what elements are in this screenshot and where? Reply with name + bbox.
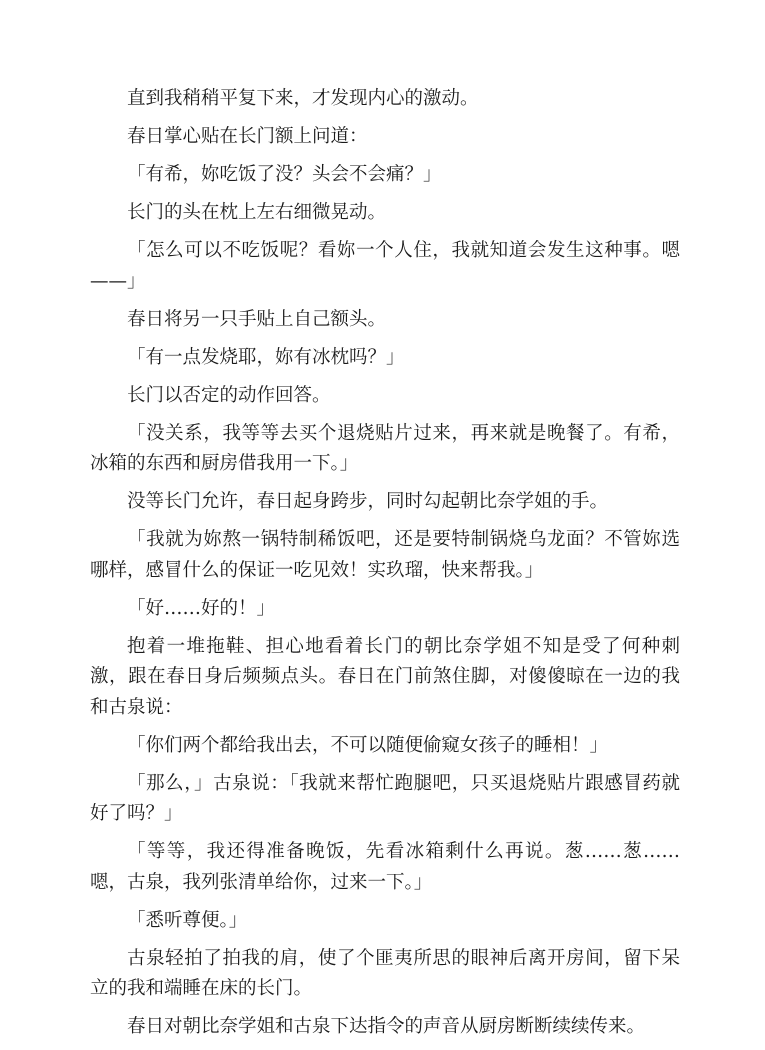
paragraph: 长门的头在枕上左右细微晃动。 xyxy=(127,202,387,223)
paragraph: 「悉听尊便。」 xyxy=(127,909,248,931)
paragraph: 春日对朝比奈学姐和古泉下达指令的声音从厨房断断续续传来。 xyxy=(127,1016,646,1037)
paragraph: 「没关系，我等等去买个退烧贴片过来，再来就是晚餐了。有希，冰箱的东西和厨房借我用一下。」 xyxy=(90,422,680,474)
document-page xyxy=(90,84,680,1050)
paragraph: 「怎么可以不吃饭呢？看妳一个人住，我就知道会发生这种事。嗯——」 xyxy=(90,240,680,292)
paragraph: 「有希，妳吃饭了没？头会不会痛？」 xyxy=(127,164,442,185)
paragraph: 没等长门允许，春日起身跨步，同时勾起朝比奈学姐的手。 xyxy=(127,491,609,512)
paragraph: 「那么，」古泉说：「我就来帮忙跑腿吧，只买退烧贴片跟感冒药就好了吗？」 xyxy=(90,772,680,824)
paragraph: 「我就为妳熬一锅特制稀饭吧，还是要特制锅烧乌龙面？不管妳选哪样，感冒什么的保证一吃见效！实玖瑠，快来帮我。」 xyxy=(90,529,680,581)
paragraph: 春日掌心贴在长门额上问道： xyxy=(127,126,368,147)
paragraph: 春日将另一只手贴上自己额头。 xyxy=(127,308,387,330)
paragraph: 长门以否定的动作回答。 xyxy=(127,384,331,406)
paragraph: 「有一点发烧耶，妳有冰枕吗？」 xyxy=(127,346,405,368)
paragraph: 抱着一堆拖鞋、担心地看着长门的朝比奈学姐不知是受了何种刺激，跟在春日身后频频点头。春日在门前煞住脚，对傻傻晾在一边的我和古泉说： xyxy=(90,635,680,718)
paragraph: 「等等，我还得准备晚饭，先看冰箱剩什么再说。葱……葱……嗯，古泉，我列张清单给你，过来一下。」 xyxy=(90,841,680,893)
paragraph: 古泉轻拍了拍我的肩，使了个匪夷所思的眼神后离开房间，留下呆立的我和端睡在床的长门。 xyxy=(90,947,680,999)
paragraph: 直到我稍稍平复下来，才发现内心的激动。 xyxy=(127,88,479,109)
paragraph: 「你们两个都给我出去，不可以随便偷窥女孩子的睡相！」 xyxy=(127,734,609,756)
paragraph: 「好……好的！」 xyxy=(127,597,276,619)
